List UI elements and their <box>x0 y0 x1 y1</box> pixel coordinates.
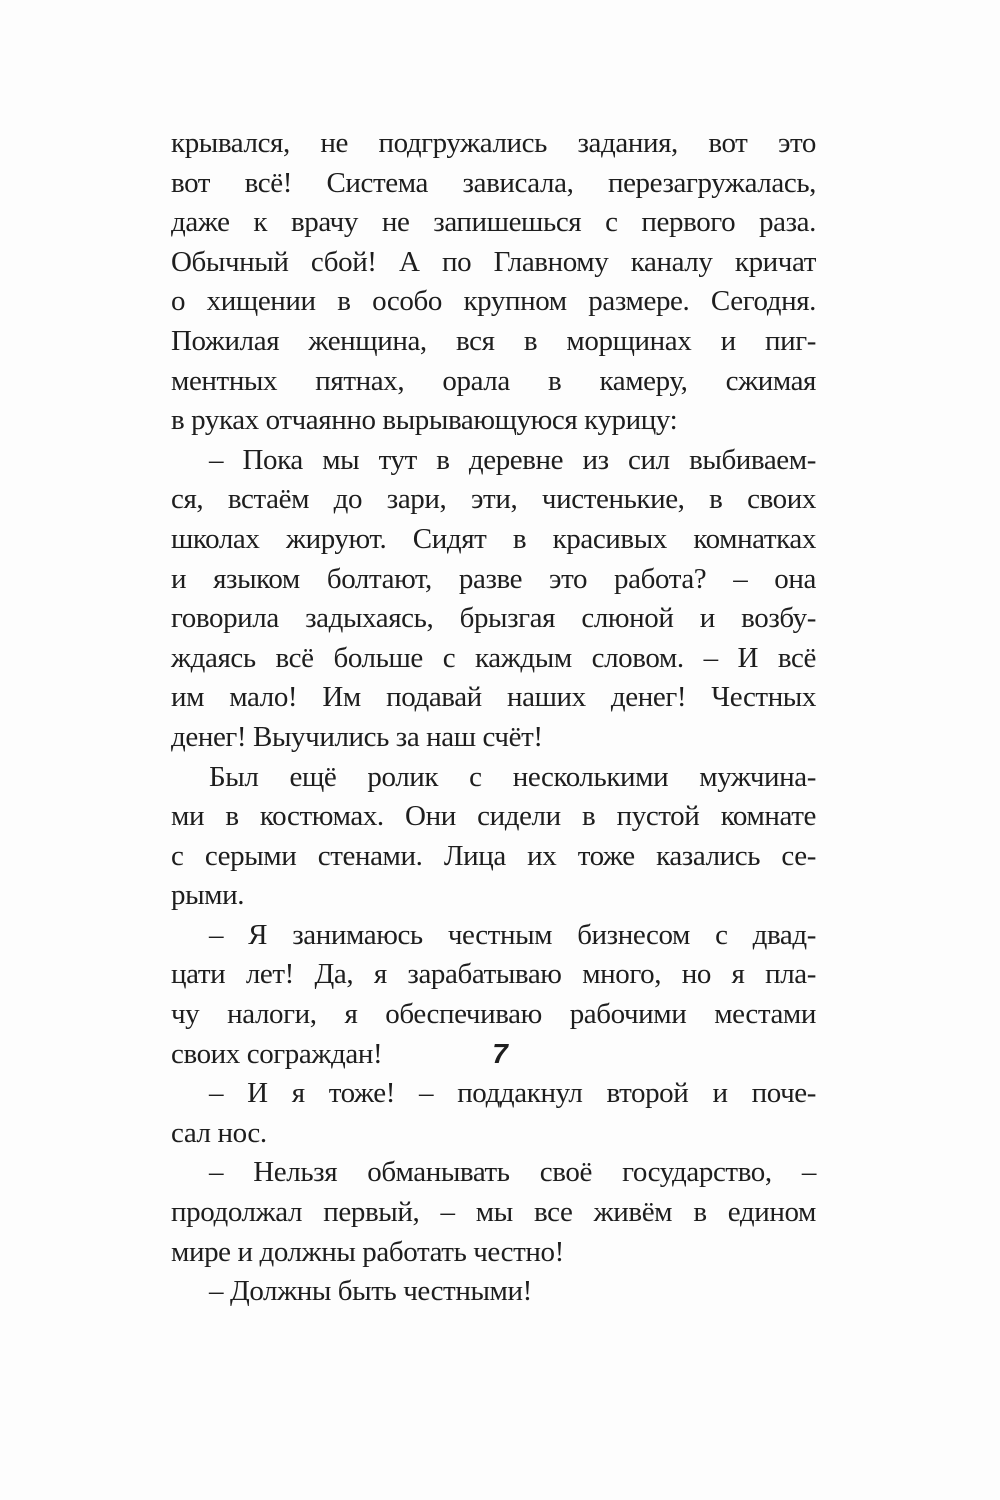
text-line: в руках отчаянно вырывающуюся курицу: <box>171 404 678 437</box>
text-line: своих сограждан! <box>171 1037 383 1070</box>
text-line: – Я занимаюсь честным бизнесом с двад- <box>209 918 816 951</box>
text-line: чу налоги, я обеспечиваю рабочими местами <box>171 998 816 1031</box>
text-line: говорила задыхаясь, брызгая слюной и возбу- <box>171 602 816 635</box>
text-line: крывался, не подгружались задания, вот это <box>171 127 816 159</box>
text-line: вот всё! Система зависала, перезагружалась, <box>171 166 816 199</box>
page-body-text <box>171 124 816 1312</box>
text-line: и языком болтают, разве это работа? – она <box>171 562 816 595</box>
text-line: – И я тоже! – поддакнул второй и поче- <box>209 1077 816 1110</box>
text-line: продолжал первый, – мы все живём в едином <box>171 1196 816 1229</box>
text-line: Обычный сбой! А по Главному каналу кричат <box>171 245 816 278</box>
text-line: рыми. <box>171 879 245 912</box>
text-line: им мало! Им подавай наших денег! Честных <box>171 681 816 714</box>
text-line: сал нос. <box>171 1116 267 1149</box>
text-line: ся, встаём до зари, эти, чистенькие, в своих <box>171 483 816 516</box>
text-line: ментных пятнах, орала в камеру, сжимая <box>171 364 816 397</box>
text-line: мире и должны работать честно! <box>171 1235 564 1268</box>
text-line: – Пока мы тут в деревне из сил выбиваем- <box>209 443 816 476</box>
page-number: 7 <box>492 1038 508 1069</box>
text-line: цати лет! Да, я зарабатываю много, но я пла- <box>171 958 816 991</box>
text-line: Был ещё ролик с несколькими мужчина- <box>209 760 816 793</box>
text-line: – Должны быть честными! <box>209 1275 532 1308</box>
text-line: ми в костюмах. Они сидели в пустой комнате <box>171 800 816 833</box>
text-line: даже к врачу не запишешься с первого раза. <box>171 206 816 239</box>
text-line: о хищении в особо крупном размере. Сегодня. <box>171 285 816 318</box>
text-line: школах жируют. Сидят в красивых комнатках <box>171 522 816 555</box>
text-line: – Нельзя обманывать своё государство, – <box>209 1156 816 1189</box>
text-line: денег! Выучились за наш счёт! <box>171 720 543 753</box>
text-line: ждаясь всё больше с каждым словом. – И всё <box>171 641 816 674</box>
text-line: с серыми стенами. Лица их тоже казались се- <box>171 839 816 872</box>
text-line: Пожилая женщина, вся в морщинах и пиг- <box>171 324 816 357</box>
